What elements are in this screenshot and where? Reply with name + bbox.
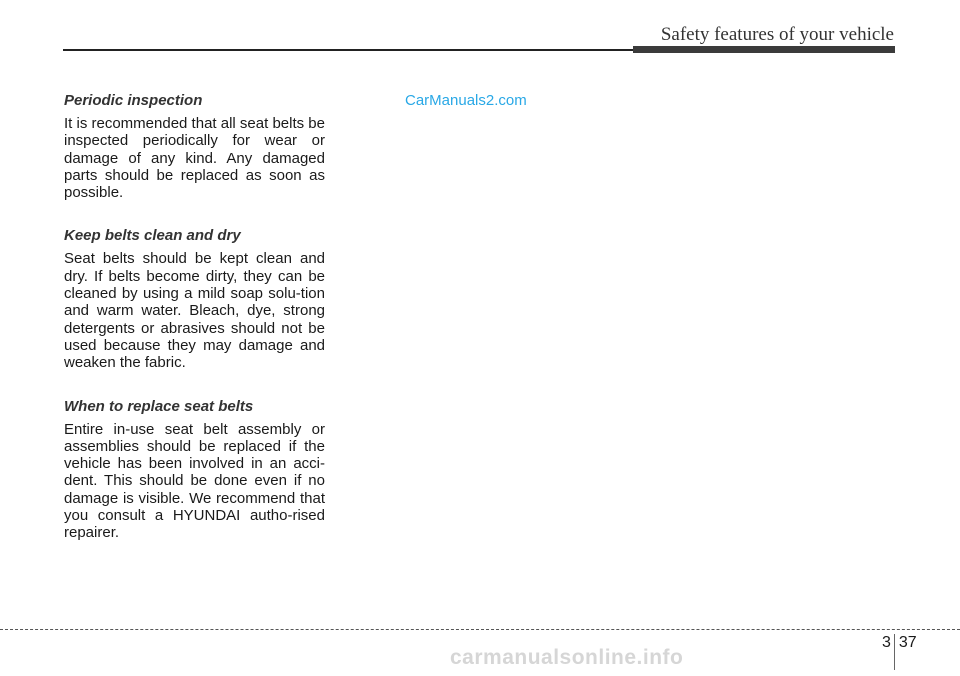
section-heading: Periodic inspection bbox=[64, 92, 203, 109]
section-heading: When to replace seat belts bbox=[64, 397, 254, 415]
watermark-footer: carmanualsonline.info bbox=[450, 646, 684, 669]
page-number-value: 37 bbox=[898, 634, 917, 651]
section-heading: Keep belts clean and dry bbox=[64, 227, 241, 245]
section-body: It is recommended that all seat belts be inspected periodically for wear or damage of any kind. Any damaged parts should be replaced as soon as possible. bbox=[64, 115, 325, 202]
header-bar bbox=[633, 46, 895, 53]
section-body: Entire in-use seat belt assembly or assemblies should be replaced if the vehicle has been involved in an acci-dent. This should be done even if no damage is visible. We recommend that you consult a HYUNDAI autho-rised repairer. bbox=[64, 420, 325, 542]
section-when-to-replace bbox=[64, 398, 325, 542]
watermark-link[interactable]: CarManuals2.com bbox=[405, 92, 527, 109]
page-number-divider bbox=[894, 634, 895, 670]
footer-dashed-rule bbox=[0, 629, 960, 630]
chapter-number: 3 bbox=[882, 634, 891, 651]
header-rule bbox=[63, 49, 633, 51]
page-number bbox=[882, 634, 917, 670]
section-keep-belts-clean bbox=[64, 227, 325, 371]
page-header-title: Safety features of your vehicle bbox=[660, 24, 894, 45]
text-column bbox=[64, 92, 325, 568]
section-body: Seat belts should be kept clean and dry. If belts become dirty, they can be cleaned by using a mild soap solu-tion and warm water. Bleach, dye, strong detergents or abrasives should not be used because they may damage and weaken the fabric. bbox=[64, 250, 325, 372]
section-periodic-inspection bbox=[64, 92, 325, 201]
